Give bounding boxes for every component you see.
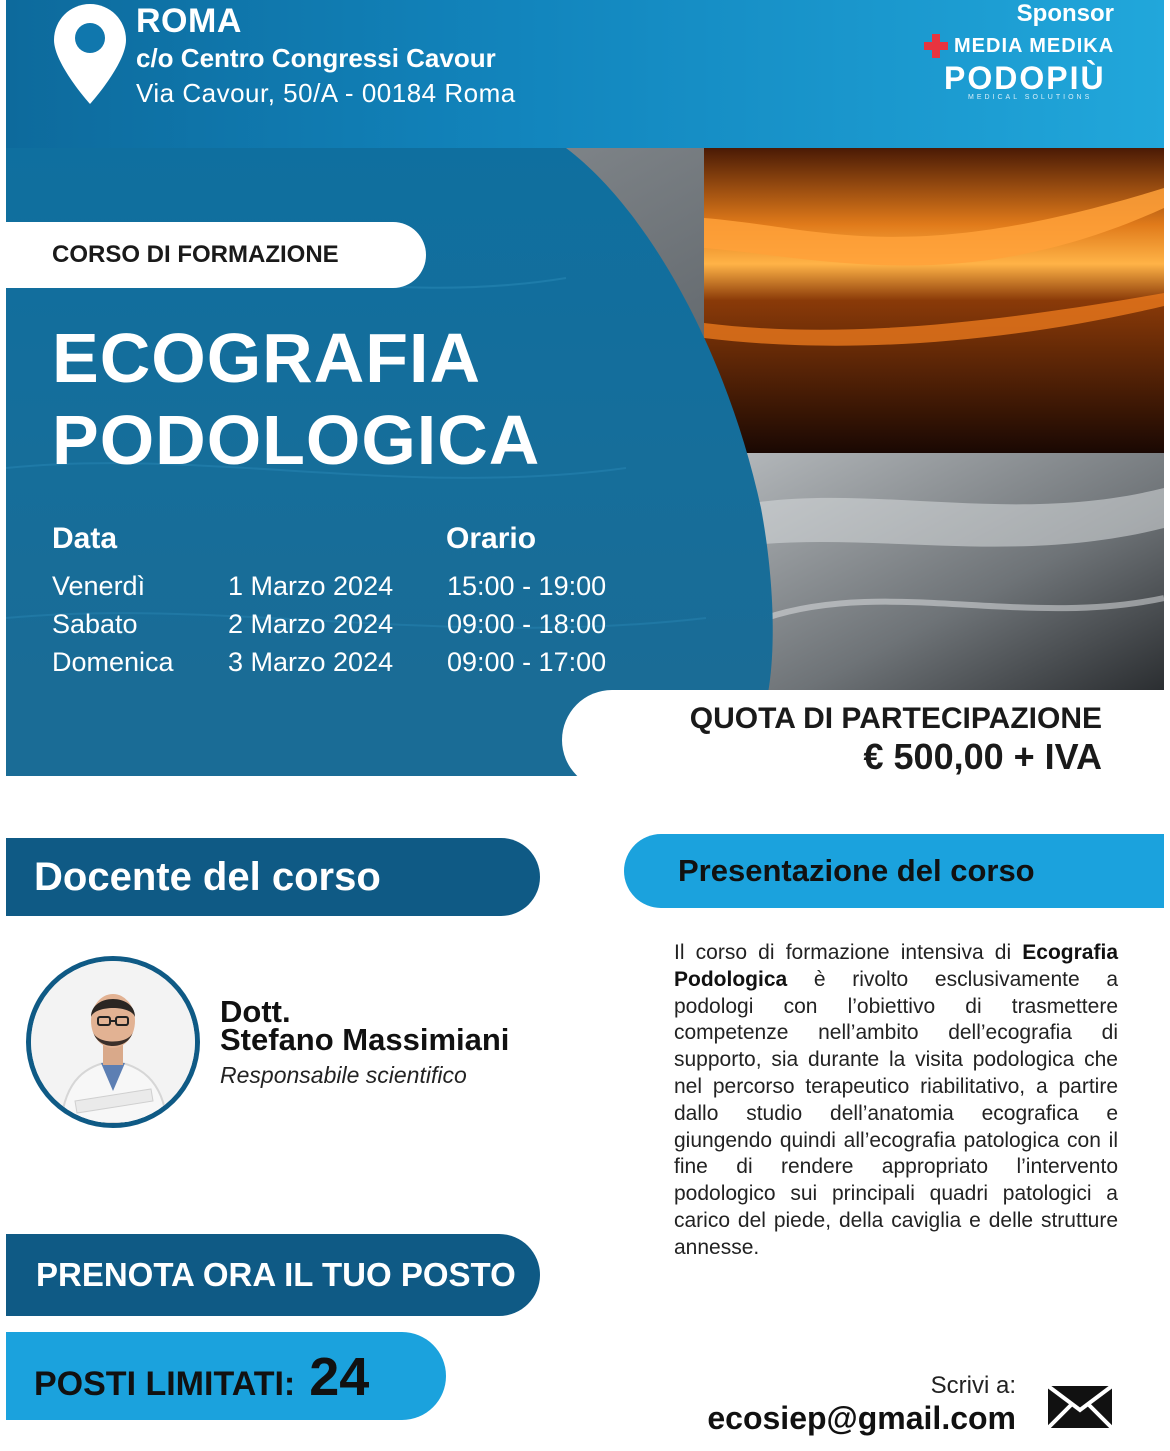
schedule-time: 15:00 - 19:00 xyxy=(447,571,607,601)
fee-label: QUOTA DI PARTECIPAZIONE xyxy=(689,702,1102,735)
schedule-day: Venerdì xyxy=(52,571,146,601)
instructor-avatar xyxy=(26,956,200,1128)
description-course-name: Ecografia Podologica xyxy=(674,941,1118,991)
sponsor-podopiu-subtitle: MEDICAL SOLUTIONS xyxy=(968,94,1093,101)
course-presentation-heading: Presentazione del corso xyxy=(624,834,1164,908)
schedule-date-header: Data xyxy=(52,522,118,555)
location-address: Via Cavour, 50/A - 00184 Roma xyxy=(136,78,516,108)
location-pin-icon xyxy=(50,0,130,108)
course-title-line1: ECOGRAFIA xyxy=(52,319,481,397)
fee-box xyxy=(562,690,1164,790)
contact-label: Scrivi a: xyxy=(930,1372,1016,1399)
course-type-badge: CORSO DI FORMAZIONE xyxy=(6,222,426,288)
instructor-role: Responsabile scientifico xyxy=(220,1062,467,1088)
envelope-icon xyxy=(1046,1384,1114,1430)
book-now-banner: PRENOTA ORA IL TUO POSTO xyxy=(6,1234,540,1316)
course-description xyxy=(674,940,1118,1262)
instructor-title: Dott. xyxy=(220,994,291,1029)
schedule-day: Domenica xyxy=(52,647,174,677)
schedule-date: 3 Marzo 2024 xyxy=(228,647,394,677)
sponsor-label: Sponsor xyxy=(1016,0,1114,27)
sponsor-name: MEDIA MEDIKA xyxy=(954,34,1115,57)
instructor-photo xyxy=(31,961,195,1123)
instructor-name: Stefano Massimiani xyxy=(220,1022,510,1057)
description-intro: Il corso di formazione intensiva di xyxy=(674,941,1023,964)
limited-seats-label: POSTI LIMITATI: xyxy=(34,1365,296,1403)
course-title-line2: PODOLOGICA xyxy=(52,401,541,479)
location-city: ROMA xyxy=(136,2,242,40)
schedule-time-header: Orario xyxy=(446,522,537,555)
schedule-date: 2 Marzo 2024 xyxy=(228,609,394,639)
limited-seats-count: 24 xyxy=(309,1347,370,1407)
schedule-time: 09:00 - 17:00 xyxy=(447,647,607,677)
contact-email[interactable]: ecosiep@gmail.com xyxy=(707,1400,1016,1436)
sponsor-media-medika xyxy=(924,34,1114,58)
header-banner xyxy=(6,0,1164,150)
schedule-day: Sabato xyxy=(52,609,138,639)
schedule-time: 09:00 - 18:00 xyxy=(447,609,607,639)
limited-seats-badge xyxy=(6,1332,446,1420)
schedule-date: 1 Marzo 2024 xyxy=(228,571,394,601)
description-body: è rivolto esclusivamente a podologi con l’obiettivo di trasmettere competenze nell’ambito dell’ecografia di supporto, sia durante la visita podologica che nel percorso terapeutico riabilitativo, a partire dallo studio dell’anatomia ecografica e giungendo quindi all’ecografia patologica con il fine di rendere appropriato l’intervento podologico sui principali quadri patologici a carico del piede, della caviglia e delle strutture annesse. xyxy=(674,967,1118,1259)
red-cross-icon xyxy=(924,34,948,58)
instructor-heading: Docente del corso xyxy=(6,838,540,916)
fee-value: € 500,00 + IVA xyxy=(863,736,1102,777)
location-venue: c/o Centro Congressi Cavour xyxy=(136,43,496,73)
sponsor-podopiu-logo: PODOPIÙ xyxy=(944,60,1106,96)
